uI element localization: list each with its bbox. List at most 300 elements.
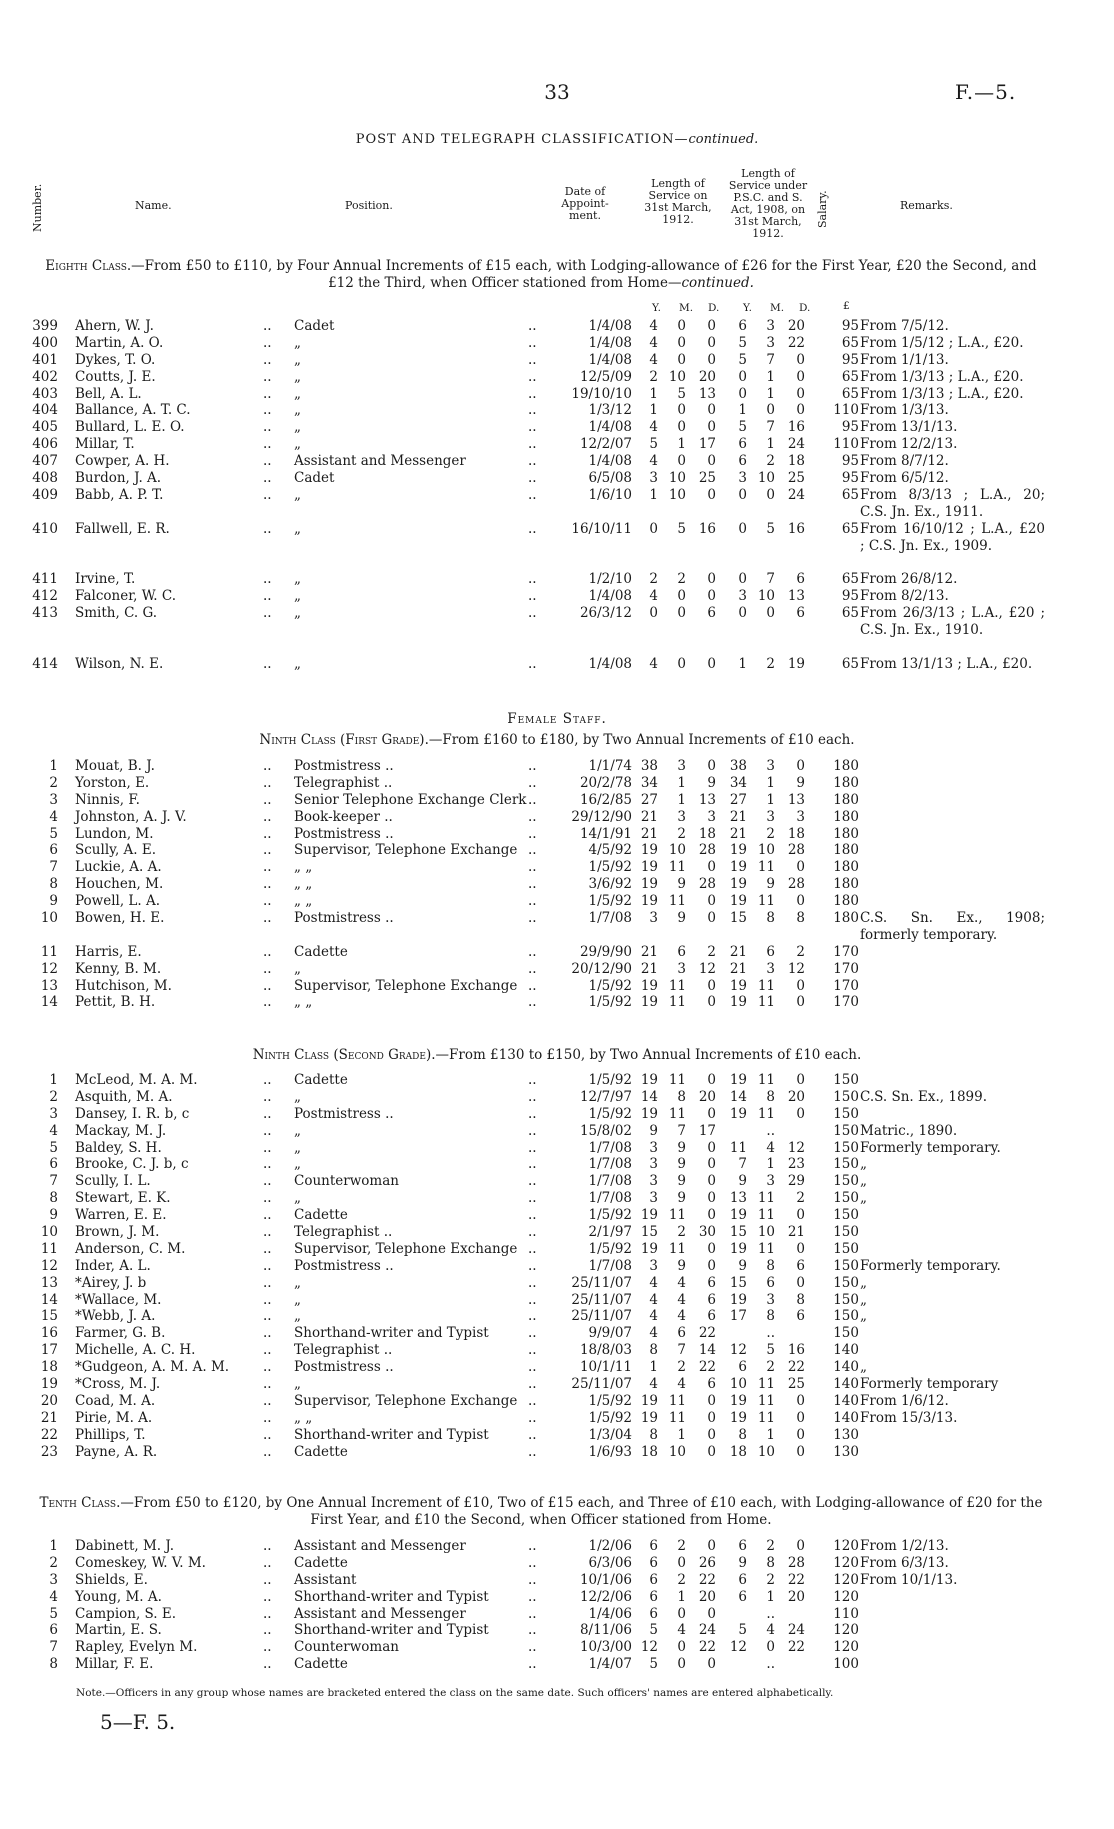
psc-service-days: 8	[796, 910, 805, 927]
officer-name: Lundon, M.	[75, 825, 154, 842]
row-number: 4	[49, 808, 58, 825]
service-days: 22	[698, 1639, 716, 1656]
psc-service-years	[725, 1123, 747, 1140]
service-length-1912	[636, 1224, 720, 1241]
officer-position: Telegraphist ..	[294, 1342, 393, 1359]
remarks: From 10/1/13.	[860, 1571, 958, 1588]
service-years: 5	[649, 436, 658, 453]
officer-name: Fallwell, E. R.	[75, 520, 170, 537]
service-length-1912	[636, 758, 720, 775]
officer-position: Senior Telephone Exchange Clerk	[294, 791, 527, 808]
service-days: 18	[698, 825, 716, 842]
officer-name: Hutchison, M.	[75, 977, 172, 994]
service-months: 9	[677, 910, 686, 927]
leader-dots: ..	[528, 1325, 537, 1342]
service-months: 11	[668, 1392, 686, 1409]
psc-service-months: 0	[766, 402, 775, 419]
appointment-date: 15/8/02	[579, 1122, 632, 1139]
table-row	[0, 1224, 1114, 1241]
psc-service-months: 0	[766, 1639, 775, 1656]
service-months: 10	[668, 368, 686, 385]
eighth-class-label: Eighth Class.	[45, 258, 132, 274]
service-length-psc-act	[725, 1190, 815, 1207]
service-length-psc-act	[725, 470, 815, 487]
salary: 150	[833, 1240, 859, 1257]
service-months: 6	[677, 1325, 686, 1342]
remarks: C.S. Sn. Ex., 1899.	[860, 1088, 988, 1105]
salary: 100	[833, 1656, 859, 1673]
remarks: „	[860, 1359, 867, 1376]
service-years: 27	[640, 791, 658, 808]
service-length-psc-act	[725, 1207, 815, 1224]
psc-service-days: 6	[796, 605, 805, 622]
service-days: 17	[698, 1122, 716, 1139]
psc-service-months: 11	[757, 977, 775, 994]
service-length-psc-act	[725, 1606, 815, 1623]
service-length-1912	[636, 1325, 720, 1342]
leader-dots: ..	[528, 1240, 537, 1257]
remarks: From 8/2/13.	[860, 588, 949, 605]
service-length-psc-act	[725, 1444, 815, 1461]
leader-dots: ..	[528, 453, 537, 470]
psc-service-years: 27	[729, 791, 747, 808]
unit-years: Y.	[652, 302, 661, 314]
psc-service-years: 12	[729, 1639, 747, 1656]
service-months: 1	[677, 436, 686, 453]
service-length-psc-act	[725, 978, 815, 995]
service-length-1912	[636, 1427, 720, 1444]
service-days: 0	[707, 351, 716, 368]
psc-service-days: 0	[796, 1538, 805, 1554]
service-months: 7	[677, 1122, 686, 1139]
row-number: 12	[40, 1257, 58, 1274]
leader-dots: ..	[263, 774, 272, 791]
service-length-psc-act	[725, 588, 815, 605]
psc-service-months: 1	[766, 774, 775, 791]
leader-dots: ..	[263, 1392, 272, 1409]
appointment-date: 12/2/07	[579, 436, 632, 453]
service-months: 9	[677, 1173, 686, 1190]
leader-dots: ..	[263, 419, 272, 436]
row-number: 402	[32, 368, 58, 385]
salary: 180	[833, 910, 859, 927]
psc-service-years: 0	[738, 486, 747, 503]
eighth-class-continued: continued.	[681, 275, 754, 291]
service-length-1912	[636, 352, 720, 369]
salary: 150	[833, 1257, 859, 1274]
table-row	[0, 859, 1114, 876]
leader-dots: ..	[263, 1554, 272, 1571]
officer-name: Michelle, A. C. H.	[75, 1342, 196, 1359]
salary: 65	[841, 385, 859, 402]
leader-dots: ..	[263, 1088, 272, 1105]
leader-dots: ..	[263, 1639, 272, 1656]
service-length-psc-act	[725, 1589, 815, 1606]
service-years: 15	[640, 1224, 658, 1241]
psc-service-years: 6	[738, 1359, 747, 1376]
leader-dots: ..	[528, 893, 537, 910]
psc-service-days: 28	[787, 842, 805, 859]
officer-position: Postmistress ..	[294, 1257, 394, 1274]
psc-service-days: 13	[787, 588, 805, 605]
service-length-1912	[636, 859, 720, 876]
service-days: 0	[707, 859, 716, 876]
salary: 150	[833, 1139, 859, 1156]
remarks: From 26/8/12.	[860, 571, 958, 588]
ninth-first-label: Ninth Class (First Grade).	[259, 732, 429, 748]
service-length-psc-act	[725, 1325, 815, 1342]
appointment-date: 1/3/04	[588, 1426, 632, 1443]
service-years: 6	[649, 1588, 658, 1605]
service-length-psc-act	[725, 521, 815, 538]
officer-position: „	[294, 1139, 301, 1156]
table-row	[0, 893, 1114, 910]
psc-service-days: 0	[796, 1443, 805, 1460]
psc-service-months: 11	[757, 893, 775, 910]
service-length-psc-act	[725, 1410, 815, 1427]
appointment-date: 1/5/92	[588, 1072, 632, 1088]
service-length-psc-act	[725, 792, 815, 809]
leader-dots: ..	[528, 994, 537, 1011]
officer-position: Supervisor, Telephone Exchange	[294, 1392, 518, 1409]
remarks: From 12/2/13.	[860, 436, 958, 453]
psc-service-months: 10	[757, 588, 775, 605]
row-number: 3	[49, 1571, 58, 1588]
service-length-psc-act	[725, 453, 815, 470]
row-number: 11	[40, 943, 58, 960]
leader-dots: ..	[263, 876, 272, 893]
row-number: 6	[49, 842, 58, 859]
service-length-1912	[636, 487, 720, 504]
service-months: 0	[677, 605, 686, 622]
row-number: 10	[40, 910, 58, 927]
psc-service-days: 20	[787, 1588, 805, 1605]
service-length-1912	[636, 1410, 720, 1427]
officer-name: Burdon, J. A.	[75, 470, 162, 487]
officer-position: Counterwoman	[294, 1173, 399, 1190]
table-row	[0, 1555, 1114, 1572]
psc-service-years: 17	[729, 1308, 747, 1325]
service-length-1912	[636, 1292, 720, 1309]
service-length-1912	[636, 1359, 720, 1376]
salary: 140	[833, 1376, 859, 1393]
psc-service-years: 19	[729, 1409, 747, 1426]
table-row	[0, 842, 1114, 859]
service-days: 0	[707, 994, 716, 1011]
psc-service-years: 19	[729, 876, 747, 893]
appointment-date: 12/7/97	[579, 1088, 632, 1105]
row-number: 9	[49, 893, 58, 910]
officer-position: „	[294, 1190, 301, 1207]
officer-position: „ „	[294, 876, 313, 893]
service-years: 18	[640, 1443, 658, 1460]
officer-name: Millar, F. E.	[75, 1656, 154, 1673]
officer-name: Wilson, N. E.	[75, 655, 164, 672]
service-length-psc-act	[725, 893, 815, 910]
table-row	[0, 809, 1114, 826]
service-days: 0	[707, 1139, 716, 1156]
officer-position: „	[294, 520, 301, 537]
remarks: From 1/3/13 ; L.A., £20.	[860, 368, 1024, 385]
row-number: 407	[32, 453, 58, 470]
service-length-1912	[636, 1342, 720, 1359]
table-row	[0, 352, 1114, 369]
row-number: 7	[49, 1639, 58, 1656]
leader-dots: ..	[263, 571, 272, 588]
appointment-date: 1/4/08	[588, 351, 632, 368]
service-months: 0	[677, 453, 686, 470]
service-days: 0	[707, 977, 716, 994]
leader-dots: ..	[528, 520, 537, 537]
psc-service-days: 12	[787, 1139, 805, 1156]
psc-service-years: 19	[729, 1240, 747, 1257]
leader-dots: ..	[528, 1072, 537, 1088]
leader-dots: ..	[263, 1325, 272, 1342]
officer-name: Coutts, J. E.	[75, 368, 156, 385]
row-number: 5	[49, 825, 58, 842]
service-years: 19	[640, 893, 658, 910]
row-number: 5	[49, 1605, 58, 1622]
row-number: 4	[49, 1122, 58, 1139]
psc-service-years: 6	[738, 1588, 747, 1605]
table-row	[0, 419, 1114, 436]
leader-dots: ..	[263, 385, 272, 402]
officer-position: Assistant	[294, 1571, 357, 1588]
appointment-date: 19/10/10	[571, 385, 632, 402]
service-years: 4	[649, 351, 658, 368]
psc-service-days: 0	[796, 1105, 805, 1122]
leader-dots: ..	[263, 859, 272, 876]
section-heading-female-staff	[0, 711, 1114, 727]
officer-position: Assistant and Messenger	[294, 1605, 466, 1622]
officer-name: Brooke, C. J. b, c	[75, 1156, 189, 1173]
leader-dots: ..	[263, 368, 272, 385]
appointment-date: 1/5/92	[588, 1105, 632, 1122]
psc-service-months: 2	[766, 453, 775, 470]
service-months: 11	[668, 977, 686, 994]
psc-service-days: 19	[787, 655, 805, 672]
service-length-1912	[636, 876, 720, 893]
leader-dots: ..	[528, 1173, 537, 1190]
salary: 120	[833, 1571, 859, 1588]
row-number: 2	[49, 774, 58, 791]
psc-service-months: 6	[766, 943, 775, 960]
service-length-psc-act	[725, 1622, 815, 1639]
service-days: 0	[707, 1409, 716, 1426]
salary: 95	[841, 588, 859, 605]
leader-dots: ..	[528, 1605, 537, 1622]
appointment-date: 4/5/92	[588, 842, 632, 859]
service-length-1912	[636, 1606, 720, 1623]
psc-service-months: 8	[766, 1308, 775, 1325]
leader-dots: ..	[263, 910, 272, 927]
psc-service-months: ..	[766, 1605, 775, 1622]
psc-service-years: 19	[729, 1105, 747, 1122]
table-row	[0, 1639, 1114, 1656]
officer-name: Payne, A. R.	[75, 1443, 158, 1460]
psc-service-months: 8	[766, 1257, 775, 1274]
remarks: „	[860, 1173, 867, 1190]
salary: 180	[833, 808, 859, 825]
table-row	[0, 961, 1114, 978]
leader-dots: ..	[528, 1571, 537, 1588]
remarks: „	[860, 1274, 867, 1291]
psc-service-months: 11	[757, 1207, 775, 1224]
service-length-psc-act	[725, 605, 815, 622]
salary: 120	[833, 1538, 859, 1554]
unit-days: D.	[708, 302, 720, 314]
service-length-psc-act	[725, 758, 815, 775]
service-length-1912	[636, 470, 720, 487]
service-days: 0	[707, 910, 716, 927]
service-length-1912	[636, 1106, 720, 1123]
service-length-1912	[636, 1656, 720, 1673]
service-months: 2	[677, 1359, 686, 1376]
psc-service-months: 11	[757, 1392, 775, 1409]
service-years: 4	[649, 419, 658, 436]
service-days: 0	[707, 402, 716, 419]
leader-dots: ..	[528, 402, 537, 419]
salary: 150	[833, 1224, 859, 1241]
ninth-first-text: —From £160 to £180, by Two Annual Increments of £10 each.	[428, 732, 855, 748]
service-months: 1	[677, 774, 686, 791]
officer-name: Mouat, B. J.	[75, 758, 155, 774]
officer-name: Pettit, B. H.	[75, 994, 156, 1011]
psc-service-years: 8	[738, 1426, 747, 1443]
psc-service-months: 2	[766, 1359, 775, 1376]
service-length-psc-act	[725, 1275, 815, 1292]
officer-position: „	[294, 605, 301, 622]
psc-service-years: 19	[729, 1291, 747, 1308]
leader-dots: ..	[263, 893, 272, 910]
psc-service-months: 11	[757, 1105, 775, 1122]
service-length-1912	[636, 978, 720, 995]
service-days: 6	[707, 1308, 716, 1325]
service-length-psc-act	[725, 571, 815, 588]
psc-service-days: 12	[787, 960, 805, 977]
header-length-1: Length of Service on 31st March, 1912.	[644, 177, 712, 226]
service-length-psc-act	[725, 487, 815, 504]
table-row	[0, 1325, 1114, 1342]
service-days: 12	[698, 960, 716, 977]
row-number: 413	[32, 605, 58, 622]
remarks: Formerly temporary	[860, 1376, 999, 1393]
table-row	[0, 318, 1114, 335]
psc-service-days: 0	[796, 977, 805, 994]
psc-service-years: 38	[729, 758, 747, 774]
officer-position: „ „	[294, 1409, 313, 1426]
officer-name: Inder, A. L.	[75, 1257, 151, 1274]
service-days: 0	[707, 1538, 716, 1554]
table-row	[0, 453, 1114, 470]
table-row	[0, 1156, 1114, 1173]
salary: 95	[841, 470, 859, 487]
appointment-date: 1/6/93	[588, 1443, 632, 1460]
leader-dots: ..	[263, 1291, 272, 1308]
service-months: 4	[677, 1291, 686, 1308]
service-length-1912	[636, 1156, 720, 1173]
service-length-1912	[636, 842, 720, 859]
table-row	[0, 944, 1114, 961]
table-row	[0, 792, 1114, 809]
psc-service-days: 25	[787, 1376, 805, 1393]
service-length-psc-act	[725, 961, 815, 978]
officer-name: Asquith, M. A.	[75, 1088, 173, 1105]
table-row	[0, 775, 1114, 792]
appointment-date: 8/11/06	[579, 1622, 632, 1639]
service-length-1912	[636, 318, 720, 335]
appointment-date: 10/1/06	[579, 1571, 632, 1588]
psc-service-years: 10	[729, 1376, 747, 1393]
service-months: 7	[677, 1342, 686, 1359]
officer-position: Cadette	[294, 1554, 348, 1571]
appointment-date: 1/5/92	[588, 1240, 632, 1257]
leader-dots: ..	[528, 977, 537, 994]
title-continued: continued.	[688, 132, 759, 147]
service-years: 3	[649, 1156, 658, 1173]
psc-service-years: 5	[738, 419, 747, 436]
psc-service-months: 5	[766, 520, 775, 537]
officer-name: Mackay, M. J.	[75, 1122, 167, 1139]
psc-service-days: 25	[787, 470, 805, 487]
service-days: 0	[707, 1426, 716, 1443]
leader-dots: ..	[263, 402, 272, 419]
leader-dots: ..	[528, 1207, 537, 1224]
service-years: 4	[649, 1274, 658, 1291]
leader-dots: ..	[263, 808, 272, 825]
service-months: 9	[677, 1190, 686, 1207]
officer-position: Telegraphist ..	[294, 774, 393, 791]
officer-name: *Airey, J. b	[75, 1274, 147, 1291]
salary: 95	[841, 318, 859, 334]
psc-service-months: 2	[766, 655, 775, 672]
leader-dots: ..	[263, 486, 272, 503]
psc-service-years: 21	[729, 825, 747, 842]
officer-name: Irvine, T.	[75, 571, 136, 588]
row-number: 408	[32, 470, 58, 487]
officer-name: Kenny, B. M.	[75, 960, 162, 977]
service-days: 0	[707, 1105, 716, 1122]
header-salary: Salary.	[816, 190, 829, 228]
appointment-date: 1/7/08	[588, 1139, 632, 1156]
psc-service-days: 16	[787, 1342, 805, 1359]
psc-service-months: 9	[766, 876, 775, 893]
leader-dots: ..	[528, 1359, 537, 1376]
salary: 140	[833, 1359, 859, 1376]
officer-position: „ „	[294, 994, 313, 1011]
officer-position: „	[294, 571, 301, 588]
leader-dots: ..	[263, 977, 272, 994]
service-days: 13	[698, 791, 716, 808]
leader-dots: ..	[528, 758, 537, 774]
service-length-psc-act	[725, 1572, 815, 1589]
service-length-1912	[636, 521, 720, 538]
appointment-date: 12/2/06	[579, 1588, 632, 1605]
service-years: 1	[649, 486, 658, 503]
row-number: 15	[40, 1308, 58, 1325]
service-length-psc-act	[725, 352, 815, 369]
row-number: 8	[49, 1190, 58, 1207]
psc-service-days: 13	[787, 791, 805, 808]
appointment-date: 26/3/12	[579, 605, 632, 622]
service-length-psc-act	[725, 1639, 815, 1656]
row-number: 18	[40, 1359, 58, 1376]
header-position: Position.	[345, 199, 393, 212]
service-length-1912	[636, 1275, 720, 1292]
table-row	[0, 1089, 1114, 1106]
officer-position: Shorthand-writer and Typist	[294, 1588, 489, 1605]
officer-name: Dansey, I. R. b, c	[75, 1105, 190, 1122]
